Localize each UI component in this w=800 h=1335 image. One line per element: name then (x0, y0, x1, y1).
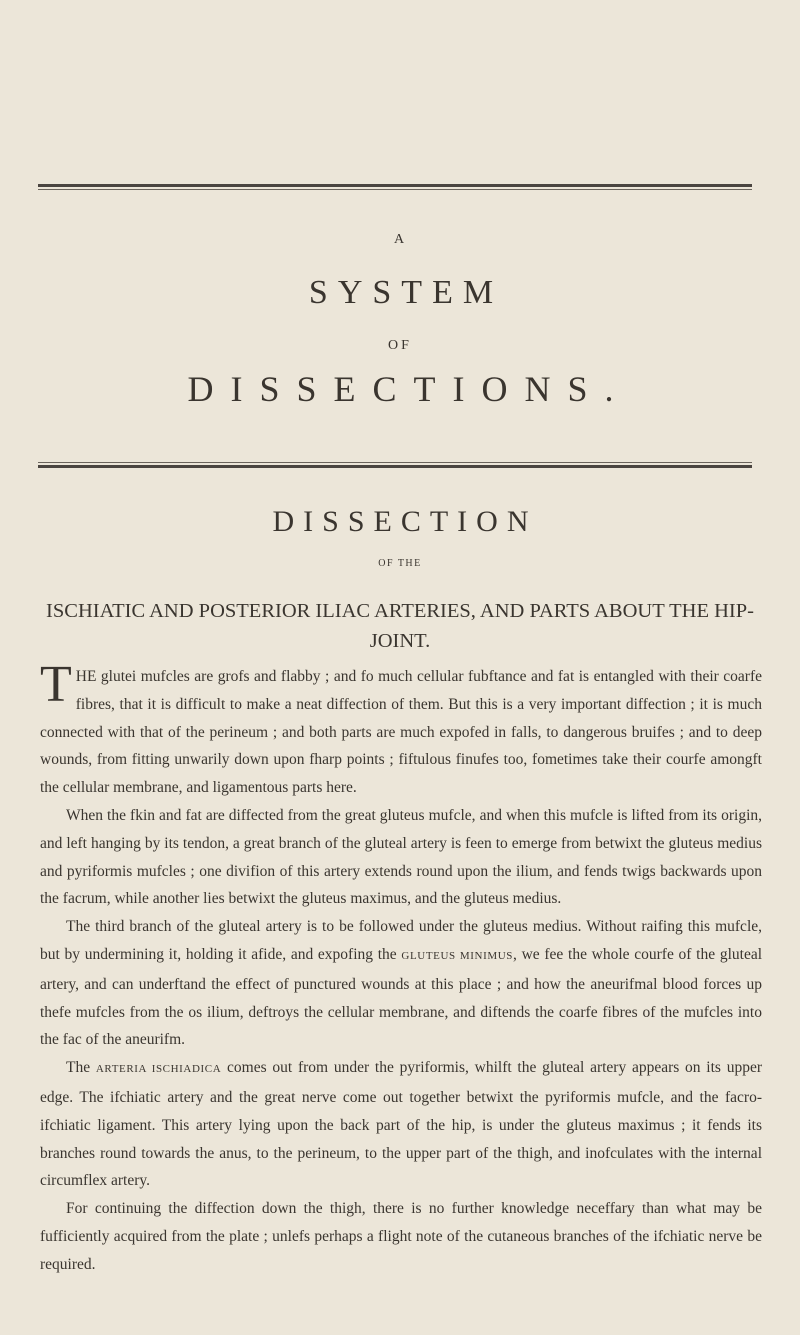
middle-double-rule (38, 460, 752, 468)
title-article: A (393, 232, 407, 247)
body-text (40, 656, 763, 1279)
paragraph-5: For continuing the diffection down the thigh, there is no further knowledge neceffary than what may be fufficiently acquired from the plate ; unlefs perhaps a flight note of the cutaneous branches of the ifchiatic nerve be required. (40, 1200, 762, 1273)
section-of-the: OF THE (378, 558, 422, 569)
paragraph-2: When the fkin and fat are diffected from the great gluteus mufcle, and when this mufcle is lifted from its origin, and left hanging by its tendon, a great branch of the gluteal artery is feen to emerge from betwixt the gluteus medius and pyriformis mufcles ; one divifion of this artery extends round upon the ilium, and fends twigs backwards upon the facrum, while another lies betwixt the gluteus maximus, and the gluteus medius. (40, 806, 762, 908)
section-heading: DISSECTION (272, 505, 538, 538)
title-of: OF (388, 338, 412, 353)
drop-cap: T (40, 656, 72, 713)
section-subtitle: ISCHIATIC AND POSTERIOR ILIAC ARTERIES, AND PARTS ABOUT THE HIP-JOINT. (46, 600, 754, 652)
title-dissections: DISSECTIONS. (187, 369, 631, 409)
top-double-rule (38, 184, 752, 190)
small-caps-gluteus-minimus: GLUTEUS MINIMUS (401, 949, 513, 962)
paragraph-3-tail: , we fee the whole courfe of the gluteal artery, and can underftand the effect of punctured wounds at this place ; and how the aneurifmal blood forces up thefe mufcles from the os ilium, deftroys the cellular membrane, and diftends the coarfe fibres of the mufcles into the fac of the aneurifm. (40, 945, 763, 1049)
paragraph-4 (40, 1054, 762, 1195)
paragraph-3-lead: The third branch of the gluteal artery is to be followed under the gluteus medius. Without raifing this mufcle, but by undermining it, holding it afide, and expofing the (40, 918, 762, 963)
paragraph-4-lead: The (66, 1059, 91, 1077)
title-system: SYSTEM (308, 274, 504, 311)
small-caps-arteria-ischiadica: ARTERIA ISCHIADICA (95, 1063, 222, 1076)
paragraph-4-tail: comes out from under the pyriformis, whilft the gluteal artery appears on its upper edge. The ifchiatic artery and the great nerve come out together betwixt the pyriformis mufcle, and the facro-ifchiatic ligament. This artery lying upon the back part of the hip, is under the gluteus maximus ; it fends its branches round towards the anus, to the perineum, to the upper part of the thigh, and inofculates with the internal circumflex artery. (40, 1059, 763, 1190)
paragraph-3 (40, 913, 762, 1054)
paragraph-1-text: HE glutei mufcles are grofs and flabby ; and fo much cellular fubftance and fat is entangled with their coarfe fibres, that it is difficult to make a neat diffection of them. But this is a very important diffection ; it is much connected with that of the perineum ; and both parts are much expofed in falls, to dangerous bruifes ; and to deep wounds, from fitting unwarily down upon fharp points ; fiftulous finufes too, fometimes take their courfe amongft the cellular membrane, and ligamentous parts here. (40, 668, 762, 797)
paragraph-1 (40, 656, 762, 802)
